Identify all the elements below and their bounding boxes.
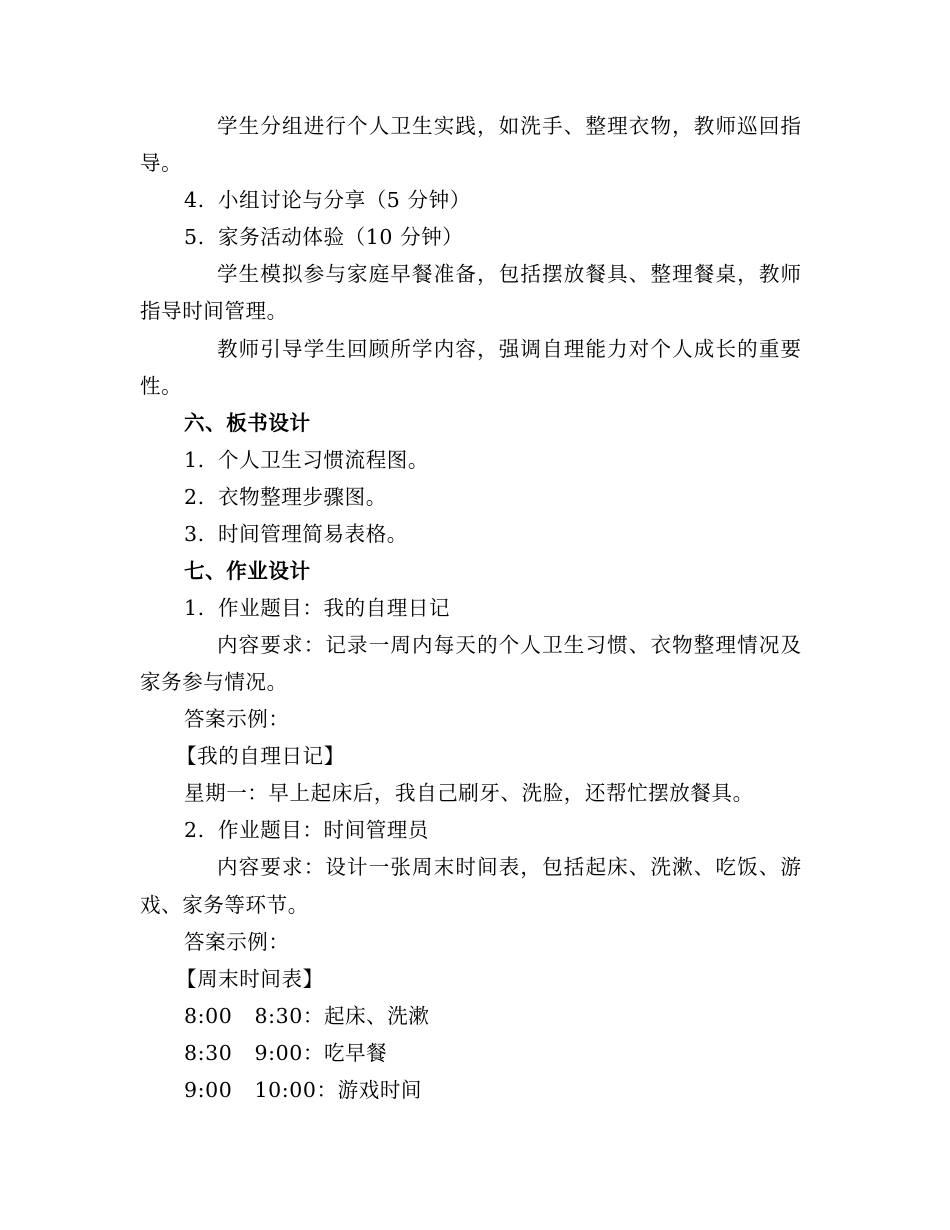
paragraph-line: 教师引导学生回顾所学内容，强调自理能力对个人成长的重要 — [217, 337, 801, 361]
list-item-text: 作业题目：时间管理员 — [218, 818, 429, 842]
list-number: 1. — [184, 448, 205, 472]
list-number: 2. — [184, 818, 205, 842]
paragraph-line: 学生分组进行个人卫生实践，如洗手、整理衣物，教师巡回指 — [217, 114, 801, 138]
list-item — [184, 448, 429, 472]
list-item-text: 家务活动体验（10 分钟） — [218, 225, 464, 249]
answer-label: 答案示例： — [184, 930, 290, 954]
schedule-row — [184, 1041, 387, 1065]
answer-text: 星期一：早上起床后，我自己刷牙、洗脸，还帮忙摆放餐具。 — [184, 781, 754, 805]
list-item — [184, 485, 387, 509]
list-number: 4. — [184, 188, 205, 212]
list-number: 1. — [184, 596, 205, 620]
schedule-start-time: 9:00 — [184, 1078, 233, 1102]
schedule-end-and-activity: 10:00：游戏时间 — [254, 1078, 423, 1102]
paragraph-line: 学生模拟参与家庭早餐准备，包括摆放餐具、整理餐桌，教师 — [217, 262, 801, 286]
list-item-text: 作业题目：我的自理日记 — [218, 596, 451, 620]
answer-title: 【周末时间表】 — [176, 967, 324, 991]
paragraph-line: 导。 — [140, 151, 183, 175]
list-item-text: 个人卫生习惯流程图。 — [218, 448, 429, 472]
list-item — [184, 818, 429, 842]
answer-title: 【我的自理日记】 — [176, 744, 345, 768]
answer-label: 答案示例： — [184, 707, 290, 731]
list-number: 2. — [184, 485, 205, 509]
section-heading: 六、板书设计 — [184, 411, 311, 435]
paragraph-line: 性。 — [140, 374, 183, 398]
list-number: 5. — [184, 225, 205, 249]
list-number: 3. — [184, 522, 205, 546]
schedule-start-time: 8:00 — [184, 1004, 233, 1028]
schedule-row — [184, 1078, 422, 1102]
paragraph-line: 内容要求：设计一张周末时间表，包括起床、洗漱、吃饭、游 — [217, 855, 801, 879]
section-heading: 七、作业设计 — [184, 559, 311, 583]
list-item — [184, 522, 408, 546]
schedule-end-and-activity: 9:00：吃早餐 — [254, 1041, 388, 1065]
list-item-text: 时间管理简易表格。 — [218, 522, 408, 546]
paragraph-line: 指导时间管理。 — [140, 299, 288, 323]
list-item — [184, 225, 463, 249]
schedule-row — [184, 1004, 429, 1028]
paragraph-line: 家务参与情况。 — [140, 670, 288, 694]
schedule-start-time: 8:30 — [184, 1041, 233, 1065]
paragraph-line: 内容要求：记录一周内每天的个人卫生习惯、衣物整理情况及 — [217, 633, 801, 657]
list-item-text: 衣物整理步骤图。 — [218, 485, 387, 509]
paragraph-line: 戏、家务等环节。 — [140, 893, 309, 917]
list-item — [184, 188, 471, 212]
list-item-text: 小组讨论与分享（5 分钟） — [218, 188, 471, 212]
list-item — [184, 596, 450, 620]
schedule-end-and-activity: 8:30：起床、洗漱 — [254, 1004, 430, 1028]
